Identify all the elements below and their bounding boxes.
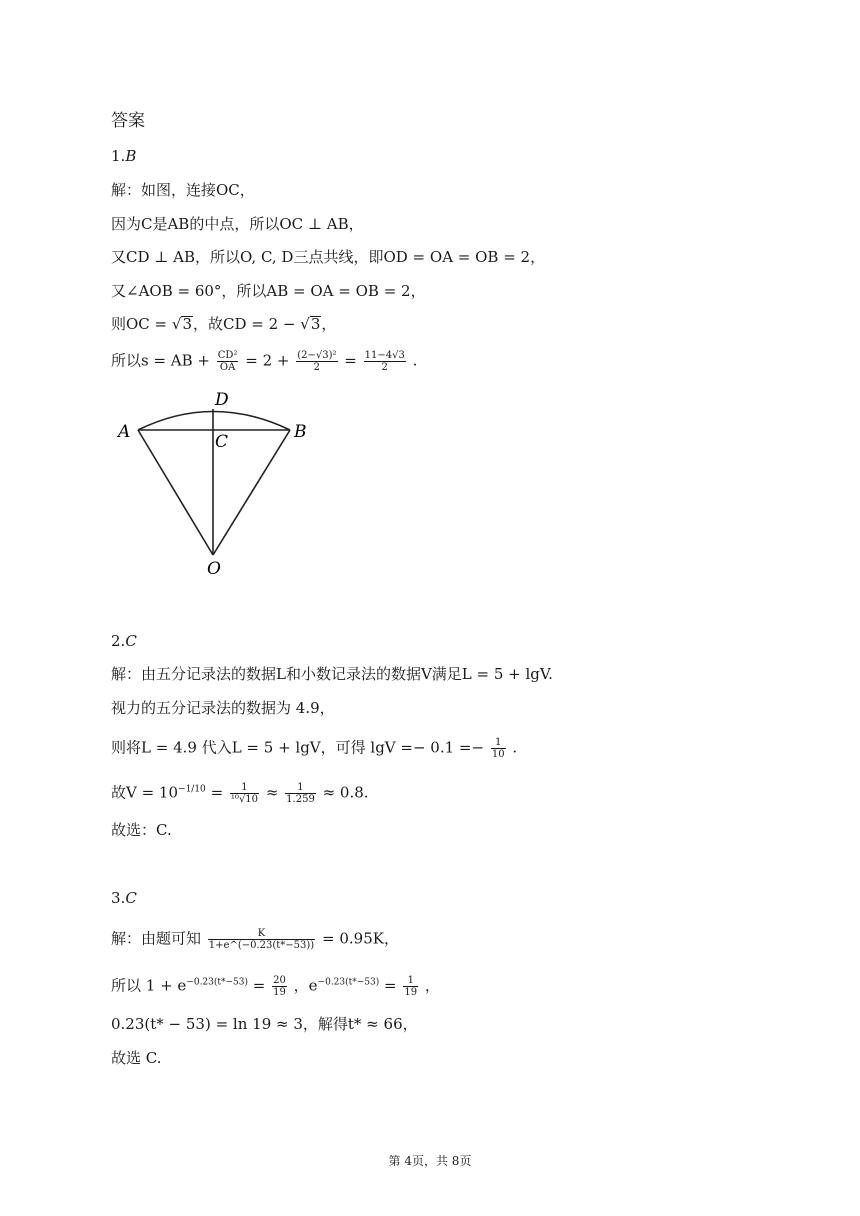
q2-line-1: 解：由五分记录法的数据L和小数记录法的数据V满足L = 5 + lgV. [111, 665, 553, 683]
q2-l4-d: ≈ 0.8. [322, 783, 369, 802]
q3-line-2 [111, 975, 440, 998]
q3-title [111, 889, 137, 907]
q3-l1-b: = 0.95K， [322, 929, 399, 948]
answers-heading: 答案 [111, 111, 145, 131]
q1-answer: B [125, 147, 137, 165]
q1-line-4: 又∠AOB = 60°，所以AB = OA = OB = 2， [111, 282, 426, 300]
q3-exponent-1: −0.23(t*−53) [186, 977, 249, 988]
q2-fraction-2 [230, 782, 259, 805]
q2-f-den: 10 [491, 749, 505, 760]
q2-l3-b: . [512, 738, 518, 757]
q3-l1-a: 解：由题可知 [111, 929, 202, 948]
q3-f3-den: 19 [404, 987, 418, 998]
q3-number: 3. [111, 889, 126, 907]
sqrt-sign: √ [300, 315, 310, 333]
page-footer: 第 4页，共 8页 [388, 1154, 472, 1168]
label-c: C [215, 432, 229, 452]
q1-l6-a: 所以s = AB + [111, 351, 215, 370]
q1-fraction-2 [296, 350, 337, 373]
q2-line-3 [111, 737, 517, 760]
q2-number: 2. [111, 632, 126, 650]
q3-line-1 [111, 928, 399, 951]
q2-l4-b: = [210, 783, 228, 802]
q3-f3-num: 1 [403, 975, 418, 987]
q1-number: 1. [111, 147, 126, 165]
q1-title [111, 147, 136, 165]
q1-l5-e: ， [321, 315, 337, 333]
q2-f3-den: 1.259 [286, 794, 315, 805]
q2-f2-num: 1 [230, 782, 259, 794]
q1-l5-radicand: 3 [182, 315, 192, 333]
q1-f2-num: (2−√3)² [297, 350, 337, 361]
q3-l2-c: ，e [293, 976, 318, 995]
q3-answer: C [125, 889, 137, 907]
q1-l5-radicand-2: 3 [310, 315, 321, 333]
label-o: O [207, 559, 221, 579]
q2-f3-num: 1 [285, 782, 316, 794]
q3-exponent-2: −0.23(t*−53) [317, 977, 380, 988]
q3-f2-num: 20 [273, 975, 286, 986]
q1-line-1: 解：如图，连接OC， [111, 181, 255, 199]
q2-fraction-3 [285, 782, 316, 805]
q1-l6-c: = [344, 351, 362, 370]
q3-l2-e: ， [424, 976, 440, 995]
q1-fraction-3 [364, 350, 406, 373]
q3-l2-d: = [384, 976, 402, 995]
q1-f1-num: CD² [217, 350, 238, 361]
q1-line-2: 因为C是AB的中点，所以OC ⊥ AB， [111, 215, 364, 233]
q1-l6-b: = 2 + [245, 351, 295, 370]
q3-line-3: 0.23(t* − 53) = ln 19 ≈ 3，解得t* ≈ 66， [111, 1015, 418, 1033]
q1-line-6 [111, 350, 417, 373]
q2-f-num: 1 [491, 737, 506, 749]
q1-l6-d: . [412, 351, 418, 370]
q2-l4-c: ≈ [265, 783, 284, 802]
q2-f2-den: ¹⁰√10 [230, 794, 259, 805]
q3-line-4: 故选 C. [111, 1049, 162, 1067]
q1-l5-a: 则OC = [111, 315, 172, 333]
q2-l3-a: 则将L = 4.9 代入L = 5 + lgV，可得 lgV =− 0.1 =− [111, 738, 489, 757]
q2-exponent: −1/10 [178, 784, 206, 795]
sector-figure [111, 385, 321, 589]
q3-fraction-3 [403, 975, 418, 998]
q1-line-5 [111, 315, 336, 333]
label-d: D [215, 390, 229, 410]
q2-line-5: 故选：C. [111, 821, 172, 839]
arc-ab [138, 412, 290, 431]
q1-l5-c: ，故CD = 2 − [193, 315, 301, 333]
q3-l2-b: = [252, 976, 271, 995]
q1-line-3: 又CD ⊥ AB，所以O, C, D三点共线，即OD = OA = OB = 2， [111, 248, 546, 266]
q3-f1-num: K [208, 928, 315, 940]
q3-f2-den: 19 [273, 987, 286, 998]
q3-fraction-2 [272, 975, 287, 998]
q1-fraction-1 [217, 350, 239, 373]
q3-fraction-1 [208, 928, 315, 951]
q2-l4-a: 故V = 10 [111, 783, 179, 802]
q2-fraction-1 [491, 737, 506, 760]
q2-line-2: 视力的五分记录法的数据为 4.9， [111, 699, 335, 717]
q1-f1-den: OA [219, 362, 236, 373]
q1-f3-den: 2 [381, 362, 388, 373]
q2-line-4 [111, 782, 369, 805]
q2-answer: C [125, 632, 137, 650]
radius-oa [138, 430, 213, 555]
q3-f1-den: 1+e^(−0.23(t*−53)) [208, 940, 315, 951]
sector-diagram [111, 385, 321, 585]
sqrt-sign: √ [171, 315, 182, 333]
q1-f2-den: 2 [313, 362, 321, 373]
q3-l2-a: 所以 1 + e [111, 976, 187, 995]
label-b: B [294, 422, 307, 442]
q2-title [111, 632, 137, 650]
label-a: A [118, 422, 131, 442]
q1-f3-num: 11−4√3 [364, 350, 405, 361]
